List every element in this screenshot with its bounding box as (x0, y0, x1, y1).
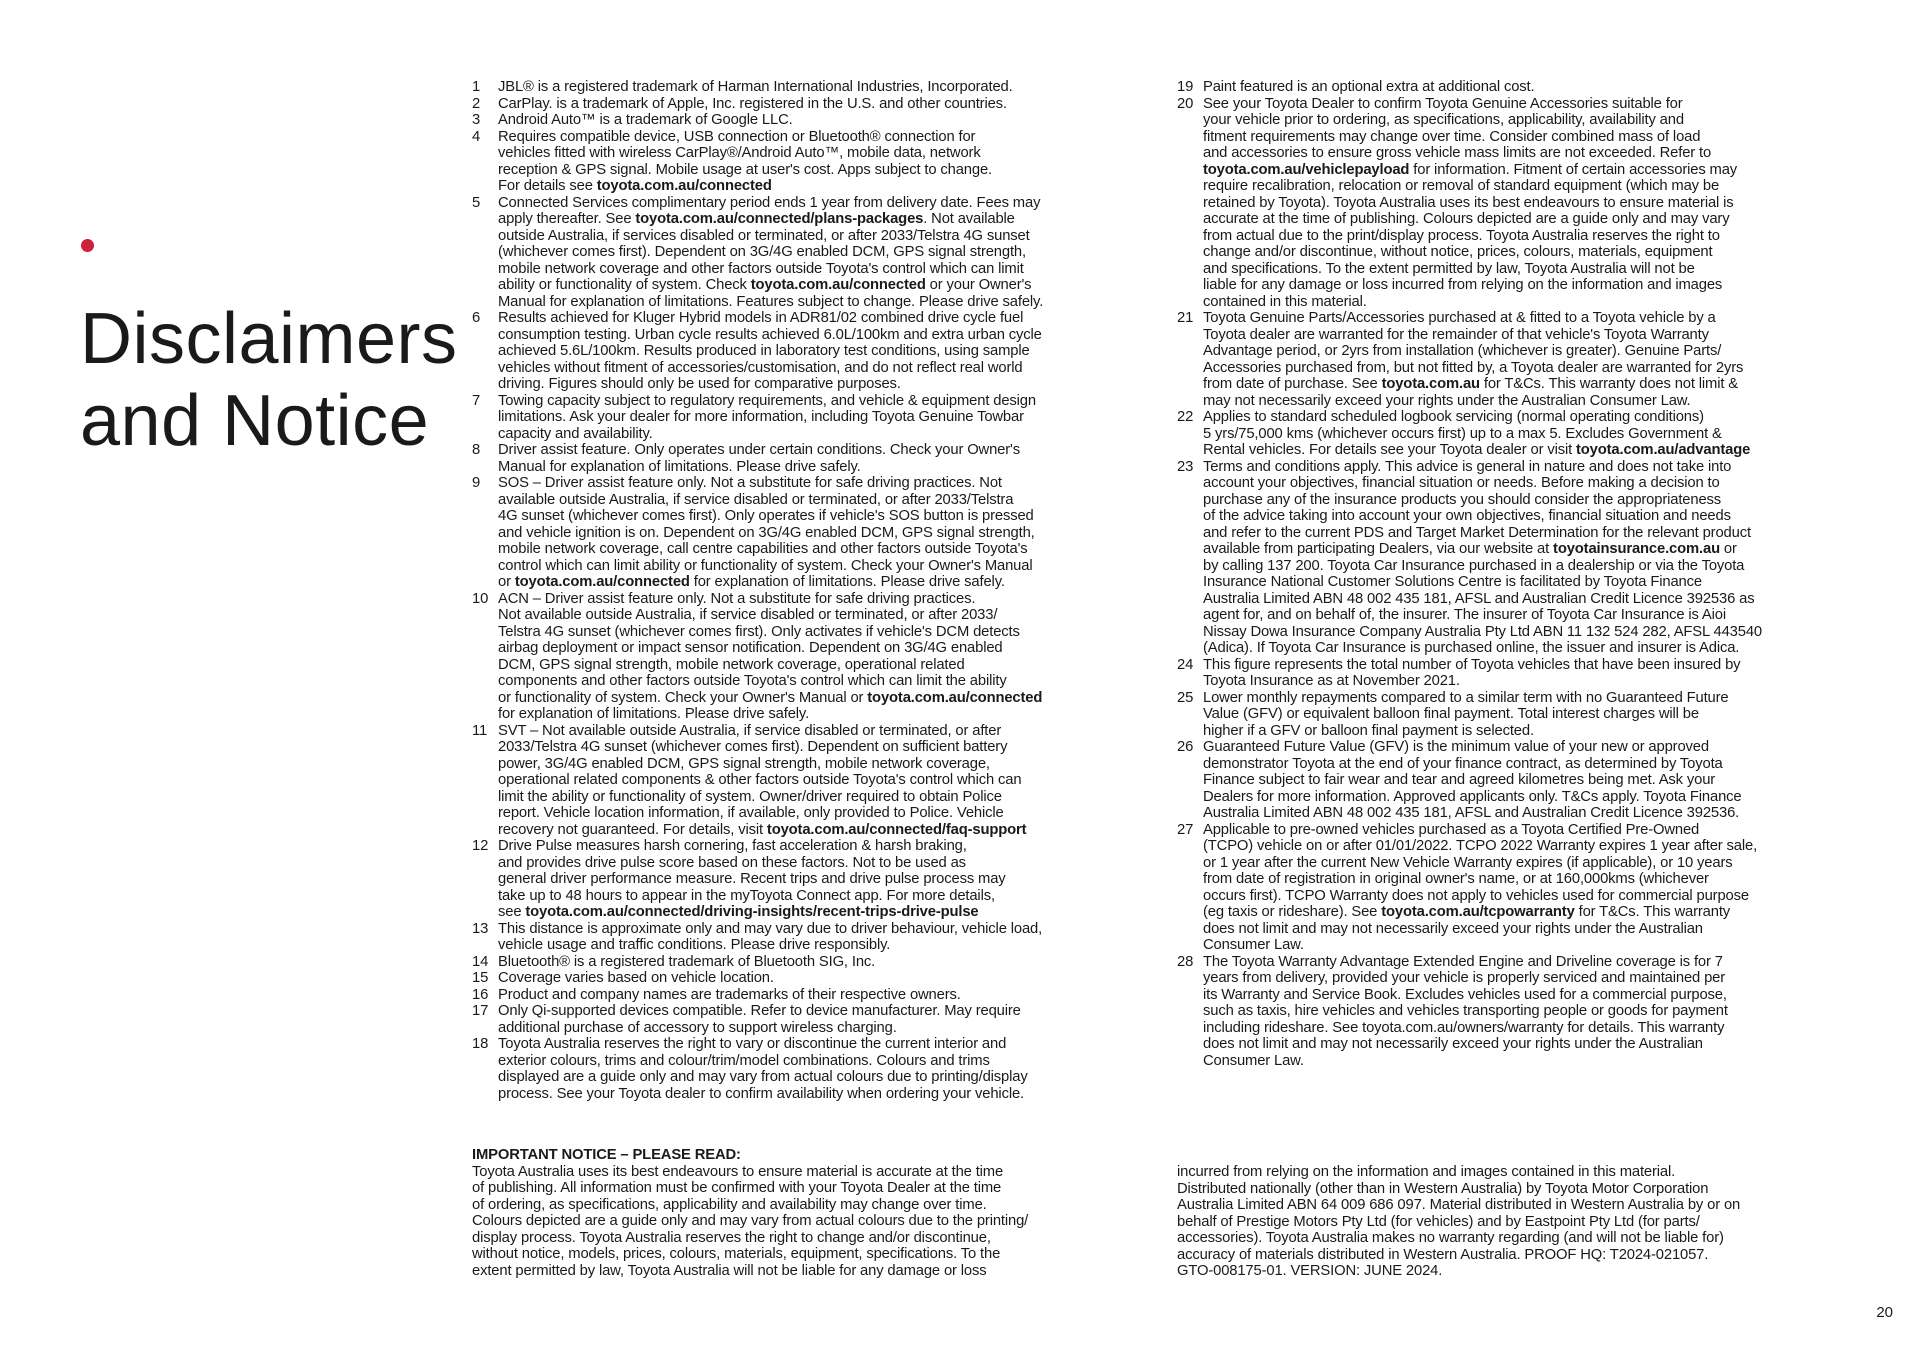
footnote-item (1177, 657, 1855, 690)
footnote-text-part: or by calling 137 200. Toyota Car Insurance purchased in a dealership or via the Toyota Insurance National Customer Solutions Centre is facilitated by Toyota Finance Australia Limited ABN 48 002 435 181, AFSL and Australian Credit Licence 392536 as agent for, and on behalf of, the insurer. The insurer of Toyota Car Insurance is Aioi Nissay Dowa Insurance Company Australia Pty Ltd ABN 11 132 524 282, AFSL 443540 (Adica). If Toyota Car Insurance is purchased online, the issuer and insurer is Adica. (1203, 541, 1762, 656)
footnote-item (1177, 690, 1855, 740)
footnote-item (1177, 459, 1855, 657)
footnote-text-part: Requires compatible device, USB connection or Bluetooth® connection for vehicles fitted with wireless CarPlay®/Android Auto™, mobile data, network reception & GPS signal. Mobile usage at user's cost. Apps subject to change. For details see (498, 128, 992, 194)
footnote-text-part: This distance is approximate only and may vary due to driver behaviour, vehicle load, vehicle usage and traffic conditions. Please drive responsibly. (498, 920, 1043, 953)
footnote-link-text: toyotainsurance.com.au (1553, 541, 1720, 557)
important-notice-heading: IMPORTANT NOTICE – PLEASE READ: (472, 1147, 741, 1163)
footnote-text-part: SOS – Driver assist feature only. Not a substitute for safe driving practices. Not available outside Australia, if service disabled or terminated, or after 2033/Telstra 4G sunset (whichever comes first). Only operates if vehicle's SOS button is pressed and vehicle ignition is on. Dependent on 3G/4G enabled DCM, GPS signal strength, mobile network coverage, call centre capabilities and other factors outside Toyota's control which can limit ability or functionality of system. Check your Owner's Manual or (498, 475, 1035, 590)
footnote-text-part: CarPlay. is a trademark of Apple, Inc. registered in the U.S. and other countries. (498, 95, 1007, 112)
footnote-text-part: Android Auto™ is a trademark of Google LLC. (498, 112, 793, 128)
footnote-text-part: Guaranteed Future Value (GFV) is the minimum value of your new or approved demonstrator Toyota at the end of your finance contract, as determined by Toyota Finance subject to fair wear and tear and agreed kilometres being met. Ask your Dealers for more information. Approved applicants only. T&Cs apply. Toyota Finance Australia Limited ABN 48 002 435 181, AFSL and Australian Credit Licence 392536. (1203, 739, 1742, 821)
footnote-number: 9 (472, 475, 481, 491)
footnote-number: 20 (1177, 95, 1194, 112)
footnote-text (498, 195, 1154, 311)
footnote-text-part: SVT – Not available outside Australia, if service disabled or terminated, or after 2033/Telstra 4G sunset (whichever comes first). Dependent on sufficient battery power, 3G/4G enabled DCM, GPS signal strength, mobile network coverage, operational related components & other factors outside Toyota's control which can limit the ability or functionality of system. Owner/driver required to obtain Police report. Vehicle location information, if available, only provided to Police. Vehicle recovery not guaranteed. For details, visit (498, 722, 1022, 838)
footnote-link-text: toyota.com.au (1381, 376, 1480, 392)
footnote-item (472, 591, 1154, 723)
footnote-number: 14 (472, 953, 489, 970)
footnote-text (1203, 310, 1855, 409)
footnote-item (472, 921, 1154, 954)
footnote-link-text: toyota.com.au/connected (596, 178, 772, 194)
footnote-item (472, 1036, 1154, 1102)
footnote-number: 1 (472, 79, 481, 95)
footnote-number: 22 (1177, 409, 1194, 425)
footnote-text-part: or your Owner's Manual for explanation of limitations. Features subject to change. Please drive safely. (498, 277, 1044, 310)
footnotes-left-column (472, 79, 1154, 1102)
footnote-text-part: Lower monthly repayments compared to a similar term with no Guaranteed Future Value (GFV) or equivalent balloon final payment. Total interest charges will be higher if a GFV or balloon final payment is selected. (1203, 689, 1729, 739)
footnote-text (498, 970, 1154, 987)
footnote-item (472, 723, 1154, 839)
footnote-number: 7 (472, 392, 481, 409)
footnote-number: 11 (472, 722, 488, 739)
footnote-number: 5 (472, 194, 481, 211)
footnote-number: 25 (1177, 689, 1194, 706)
footnote-text (1203, 822, 1855, 954)
footnote-text-part: Connected Services complimentary period ends 1 year from delivery date. Fees may apply thereafter. See (498, 194, 1041, 227)
footnote-link-text: toyota.com.au/connected/plans-packages (635, 211, 924, 227)
footnote-number: 26 (1177, 739, 1194, 755)
footnote-text (498, 310, 1154, 393)
footnote-text-part: Towing capacity subject to regulatory requirements, and vehicle & equipment design limitations. Ask your dealer for more information, including Toyota Genuine Towbar capacity and availability. (498, 392, 1036, 442)
footnote-text (498, 921, 1154, 954)
footnote-number: 23 (1177, 458, 1194, 475)
footnote-text (498, 442, 1154, 475)
footnote-number: 6 (472, 310, 481, 326)
footnote-number: 12 (472, 838, 489, 854)
important-notice-text-left: Toyota Australia uses its best endeavours to ensure material is accurate at the time of publishing. All information must be confirmed with your Toyota Dealer at the time of ordering, as specifications, applicability and availability may change over time. Colours depicted are a guide only and may vary from actual colours due to the printing/ display process. Toyota Australia reserves the right to change and/or discontinue, without notice, models, prices, colours, materials, equipment, specifications. To the extent permitted by law, Toyota Australia will not be liable for any damage or loss (472, 1163, 1029, 1279)
footnote-text-part: for T&Cs. This warranty does not limit & may not necessarily exceed your rights under the Australian Consumer Law. (1203, 376, 1739, 409)
footnote-text-part: JBL® is a registered trademark of Harman International Industries, Incorporated. (498, 79, 1013, 95)
footnote-text-part: for T&Cs. This warranty does not limit and may not necessarily exceed your rights under the Australian Consumer Law. (1203, 904, 1731, 953)
footnote-text-part: for explanation of limitations. Please drive safely. (498, 706, 810, 722)
footnote-item (472, 79, 1154, 96)
footnote-text (1203, 657, 1855, 690)
footnote-text (498, 79, 1154, 96)
footnote-text-part: Bluetooth® is a registered trademark of Bluetooth SIG, Inc. (498, 953, 876, 970)
important-notice-left (472, 1147, 1152, 1279)
footnote-text-part: for information. Fitment of certain accessories may require recalibration, relocation or removal of standard equipment (which may be retained by Toyota). Toyota Australia uses its best endeavours to ensure material is accurate at the time of publishing. Colours depicted are a guide only and may vary from actual due to the print/display process. Toyota Australia reserves the right to change and/or discontinue, without notice, prices, colours, materials, equipment and specifications. To the extent permitted by law, Toyota Australia will not be liable for any damage or loss incurred from relying on the information and images contained in this material. (1203, 161, 1738, 310)
page-title-line-1: Disclaimers (80, 299, 458, 379)
footnote-link-text: toyota.com.au/connected/faq-support (766, 821, 1027, 838)
footnote-text (498, 954, 1154, 971)
footnote-text-part: This figure represents the total number of Toyota vehicles that have been insured by Toyota Insurance as at November 2021. (1203, 656, 1741, 689)
page-title-line-2: and Notice (80, 381, 430, 461)
footnote-item (472, 129, 1154, 195)
footnote-text-part: Paint featured is an optional extra at additional cost. (1203, 79, 1535, 95)
footnote-text (498, 838, 1154, 921)
footnote-text (1203, 954, 1855, 1070)
footnote-link-text: toyota.com.au/connected (867, 689, 1043, 706)
footnote-item (1177, 310, 1855, 409)
footnote-number: 15 (472, 970, 489, 986)
footnote-text (1203, 739, 1855, 822)
footnote-text-part: See your Toyota Dealer to confirm Toyota Genuine Accessories suitable for your vehicle prior to ordering, as specifications, applicability, availability and fitment requirements may change over time. Consider combined mass of load and accessories to ensure gross vehicle mass limits are not exceeded. Refer to (1203, 95, 1712, 161)
footnote-link-text: toyota.com.au/connected/driving-insights/recent-trips-drive-pulse (525, 904, 979, 920)
footnote-text-part: Driver assist feature. Only operates under certain conditions. Check your Owner's Manual for explanation of limitations. Please drive safely. (498, 442, 1020, 475)
footnote-number: 28 (1177, 953, 1194, 970)
page-title (80, 298, 458, 462)
footnote-number: 8 (472, 442, 481, 458)
footnote-text (1203, 79, 1855, 96)
footnote-text-part: Only Qi-supported devices compatible. Refer to device manufacturer. May require additional purchase of accessory to support wireless charging. (498, 1003, 1021, 1036)
footnote-number: 10 (472, 590, 489, 607)
footnote-text (498, 112, 1154, 129)
footnote-number: 19 (1177, 79, 1194, 95)
footnote-text (1203, 459, 1855, 657)
footnote-text-part: Results achieved for Kluger Hybrid models in ADR81/02 combined drive cycle fuel consumption testing. Urban cycle results achieved 6.0L/100km and extra urban cycle achieved 5.6L/100km. Results produced in laboratory test conditions, using sample vehicles without fitment of accessories/customisation, and do not reflect real world driving. Figures should only be used for comparative purposes. (498, 310, 1042, 392)
footnote-text-part: Terms and conditions apply. This advice is general in nature and does not take into account your objectives, financial situation or needs. Before making a decision to purchase any of the insurance products you should consider the appropriateness of the advice taking into account your own objectives, financial situation and needs and refer to the current PDS and Target Market Determination for the relevant product available from participating Dealers, via our website at (1203, 458, 1751, 557)
footnote-text (498, 129, 1154, 195)
footnote-item (1177, 409, 1855, 459)
footnote-link-text: toyota.com.au/vehiclepayload (1203, 161, 1410, 178)
footnote-item (1177, 739, 1855, 822)
important-notice-text-right: incurred from relying on the information and images contained in this material. Distributed nationally (other than in Western Australia) by Toyota Motor Corporation Australia Limited ABN 64 009 686 097. Material distributed in Western Australia by or on behalf of Prestige Motors Pty Ltd (for vehicles) and by Eastpoint Pty Ltd (for parts/ accessories). Toyota Australia makes no warranty regarding (and will not be liable for) accuracy of materials distributed in Western Australia. PROOF HQ: T2024-021057. GTO-008175-01. VERSION: JUNE 2024. (1177, 1164, 1741, 1279)
footnote-item (1177, 822, 1855, 954)
footnote-link-text: toyota.com.au/connected (514, 574, 690, 590)
footnote-text-part: for explanation of limitations. Please drive safely. (689, 574, 1005, 590)
footnote-number: 21 (1177, 310, 1194, 326)
footnote-item (472, 393, 1154, 443)
footnote-text (498, 1036, 1154, 1102)
footnote-item (1177, 96, 1855, 311)
footnote-text-part: Coverage varies based on vehicle location. (498, 970, 774, 986)
footnote-text-part: . Not available outside Australia, if services disabled or terminated, or after 2033/Telstra 4G sunset (whichever comes first). Dependent on 3G/4G enabled DCM, GPS signal strength, mobile network coverage and other factors outside Toyota's control which can limit ability or functionality of system. Check (498, 211, 1030, 293)
footnote-text-part: ACN – Driver assist feature only. Not a substitute for safe driving practices. Not available outside Australia, if service disabled or terminated, or after 2033/ Telstra 4G sunset (whichever comes first). Only activates if vehicle's DCM detects airbag deployment or impact sensor notification. Dependent on 3G/4G enabled DCM, GPS signal strength, mobile network coverage, operational related components and other factors outside Toyota's control which can limit the ability or functionality of system. Check your Owner's Manual or (498, 590, 1020, 706)
footnote-text (498, 96, 1154, 113)
footnote-number: 4 (472, 128, 481, 145)
footnote-item (472, 1003, 1154, 1036)
footnotes-right-column (1177, 79, 1855, 1069)
footnote-link-text: toyota.com.au/advantage (1576, 442, 1751, 458)
footnote-text (498, 591, 1154, 723)
footnote-number: 27 (1177, 821, 1194, 838)
footnote-text-part: The Toyota Warranty Advantage Extended Engine and Driveline coverage is for 7 years from delivery, provided your vehicle is properly serviced and maintained per its Warranty and Service Book. Excludes vehicles used for a commercial purpose, such as taxis, hire vehicles and vehicles transporting people or goods for payment including rideshare. See toyota.com.au/owners/warranty for details. This warranty does not limit and may not necessarily exceed your rights under the Australian Consumer Law. (1203, 953, 1728, 1069)
important-notice-right (1177, 1164, 1857, 1280)
page-number: 20 (1876, 1304, 1893, 1321)
footnote-text-part: Applicable to pre-owned vehicles purchased as a Toyota Certified Pre-Owned (TCPO) vehicle on or after 01/01/2022. TCPO 2022 Warranty expires 1 year after sale, or 1 year after the current New Vehicle Warranty expires (if applicable), or 10 years from date of registration in original owner's name, or at 160,000kms (whichever occurs first). TCPO Warranty does not apply to vehicles used for commercial purpose (eg taxis or rideshare). See (1203, 821, 1758, 920)
footnote-item (1177, 79, 1855, 96)
footnote-item (472, 475, 1154, 591)
footnote-text (1203, 690, 1855, 740)
footnote-number: 18 (472, 1036, 489, 1052)
footnote-text-part: Applies to standard scheduled logbook servicing (normal operating conditions) 5 yrs/75,000 kms (whichever occurs first) up to a max 5. Excludes Government & Rental vehicles. For details see your Toyota dealer or visit (1203, 409, 1722, 458)
footnote-number: 24 (1177, 656, 1194, 673)
footnote-text (498, 393, 1154, 443)
footnote-link-text: toyota.com.au/tcpowarranty (1381, 904, 1575, 920)
footnote-item (472, 195, 1154, 311)
footnote-number: 13 (472, 920, 489, 937)
footnote-text (1203, 96, 1855, 311)
footnote-text (498, 987, 1154, 1004)
footnote-item (472, 310, 1154, 393)
red-accent-dot (81, 239, 94, 252)
footnote-text-part: Product and company names are trademarks of their respective owners. (498, 986, 961, 1003)
footnote-item (472, 954, 1154, 971)
footnote-number: 3 (472, 112, 481, 128)
footnote-item (472, 96, 1154, 113)
footnote-item (472, 970, 1154, 987)
footnote-item (472, 112, 1154, 129)
footnote-text (498, 1003, 1154, 1036)
footnote-item (472, 987, 1154, 1004)
footnote-item (1177, 954, 1855, 1070)
footnote-number: 17 (472, 1003, 489, 1019)
footnote-link-text: toyota.com.au/connected (750, 277, 926, 293)
footnote-text (1203, 409, 1855, 459)
footnote-item (472, 442, 1154, 475)
footnote-item (472, 838, 1154, 921)
footnote-text-part: Drive Pulse measures harsh cornering, fast acceleration & harsh braking, and provides drive pulse score based on these factors. Not to be used as general driver performance measure. Recent trips and drive pulse process may take up to 48 hours to appear in the myToyota Connect app. For more details, see (498, 838, 1006, 920)
footnote-number: 16 (472, 986, 489, 1003)
footnote-text (498, 723, 1154, 839)
footnote-text (498, 475, 1154, 591)
footnote-text-part: Toyota Genuine Parts/Accessories purchased at & fitted to a Toyota vehicle by a Toyota dealer are warranted for the remainder of that vehicle's Toyota Warranty Advantage period, or 2yrs from installation (whichever is greater). Genuine Parts/ Accessories purchased from, but not fitted by, a Toyota dealer are warranted for 2yrs from date of purchase. See (1203, 310, 1744, 392)
footnote-text-part: Toyota Australia reserves the right to vary or discontinue the current interior and exterior colours, trims and colour/trim/model combinations. Colours and trims displayed are a guide only and may vary from actual colours due to printing/display process. See your Toyota dealer to confirm availability when ordering your vehicle. (498, 1036, 1028, 1102)
footnote-number: 2 (472, 95, 481, 112)
